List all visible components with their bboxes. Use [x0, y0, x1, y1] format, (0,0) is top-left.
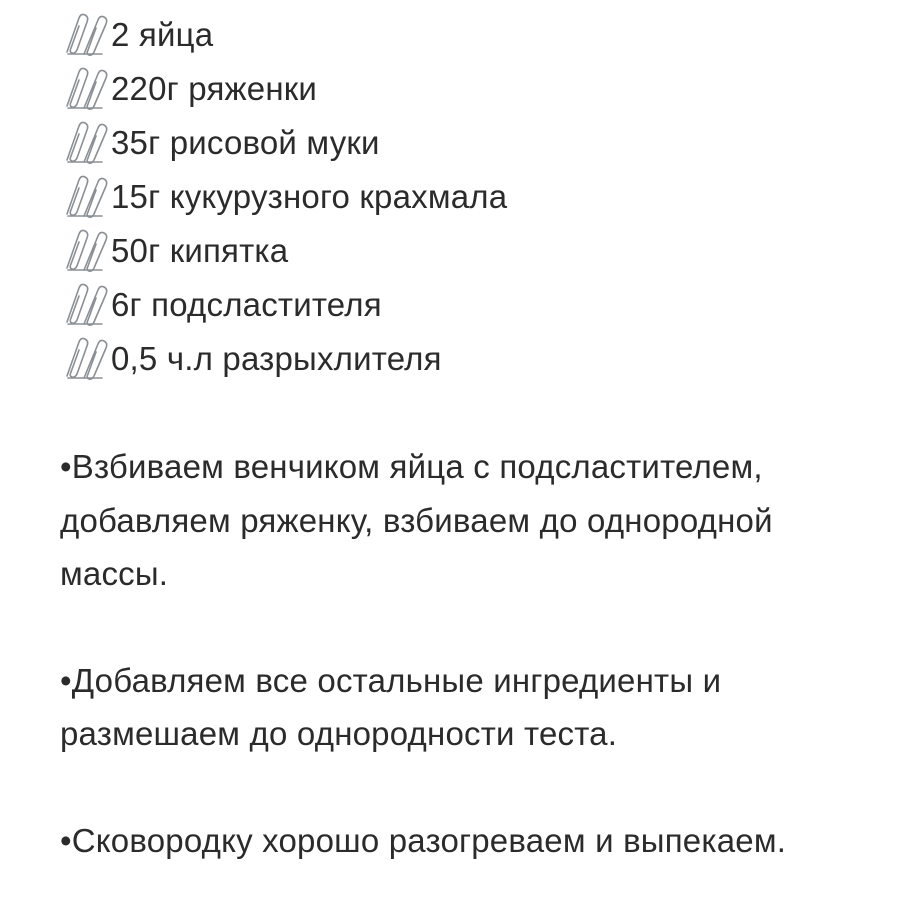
paperclip-icon — [62, 12, 109, 58]
ingredient-text: 2 яйца — [111, 16, 214, 53]
paperclip-icon — [62, 282, 109, 328]
ingredient-text: 220г ряженки — [111, 70, 318, 107]
ingredient-text: 6г подсластителя — [111, 286, 382, 323]
ingredient-list — [62, 8, 507, 386]
paperclip-icon — [62, 336, 109, 382]
step-paragraph: •Взбиваем венчиком яйца с подсластителем, добавляем ряженку, взбиваем до однородной массы. — [60, 448, 773, 592]
ingredient-text: 15г кукурузного крахмала — [111, 178, 508, 215]
ingredient-item — [62, 332, 507, 386]
paperclip-icon — [62, 120, 109, 166]
ingredient-item — [62, 170, 507, 224]
ingredient-item — [62, 8, 507, 62]
ingredient-text: 35г рисовой муки — [111, 124, 380, 161]
ingredient-text: 50г кипятка — [111, 232, 289, 269]
paperclip-icon — [62, 66, 109, 112]
ingredient-text: 0,5 ч.л разрыхлителя — [111, 340, 442, 377]
ingredient-item — [62, 224, 507, 278]
recipe-steps — [60, 440, 880, 920]
ingredient-item — [62, 278, 507, 332]
paperclip-icon — [62, 174, 109, 220]
ingredient-item — [62, 62, 507, 116]
step-paragraph: •Сковородку хорошо разогреваем и выпекаем. — [60, 821, 787, 859]
step-paragraph: •Добавляем все остальные ингредиенты и размешаем до однородности теста. — [60, 661, 722, 752]
ingredient-item — [62, 116, 507, 170]
paperclip-icon — [62, 228, 109, 274]
